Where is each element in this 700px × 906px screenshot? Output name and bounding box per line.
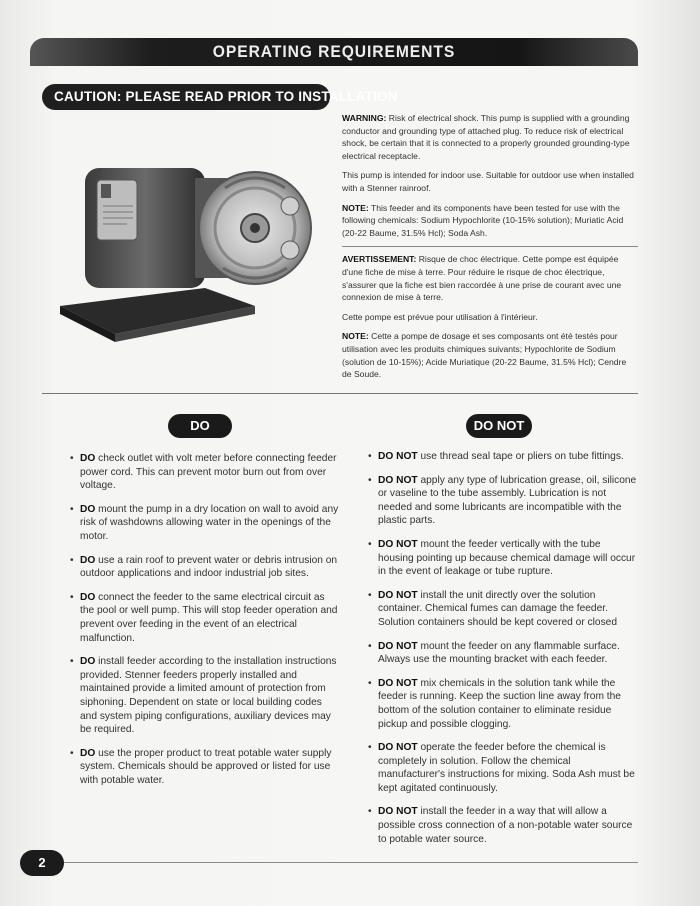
fr-warning-text: Risque de choc électrique. Cette pompe est équipée d'une fiche de mise à terre. Pour réduire le risque de choc électrique, s'assurer que la fiche est bien raccordée à une prise de courant avec une connexion de mise à terre. [342,254,622,303]
fr-note-paragraph [342,330,638,380]
warning-label: WARNING: [342,113,387,123]
donot-item: • DO NOT use thread seal tape or pliers on tube fittings. [368,451,624,462]
do-item: • DO use the proper product to treat potable water supply system. Chemicals should be approved or listed for use with potable water. [70,747,332,786]
do-item: • DO install feeder according to the installation instructions provided. Stenner feeders properly installed and maintained provide a limited amount of protection from siphoning. Dependent on state or local building codes and system piping configurations, auxiliary devices may be required. [70,656,337,736]
fr-note-label: NOTE: [342,331,369,342]
do-item-text: mount the pump in a dry location on wall to avoid any risk of washdowns allowing water in the openings of the motor. [80,503,339,542]
fr-indoor-paragraph: Cette pompe est prévue pour utilisation à l'intérieur. [342,311,538,322]
page-number: 2 [20,850,64,876]
donot-item-lead: DO NOT [378,742,418,754]
warning-text: Risk of electrical shock. This pump is supplied with a grounding conductor and grounding type of attached plug. To reduce risk of electrical shock, be certain that it is connected to a properly grounded grounding-type electrical receptacle. [342,113,630,161]
donot-item-text: mount the feeder on any flammable surface. Always use the mounting bracket with each feeder. [378,640,620,666]
warnings-column [342,112,638,388]
page-title: OPERATING REQUIREMENTS [212,42,456,61]
donot-item-text: mix chemicals in the solution tank while the feeder is running. Keep the suction line away from the bottom of the solution container to eliminate residue pickup and possible clogging. [378,677,621,730]
do-item-lead: DO [80,453,96,464]
do-item-lead: DO [80,591,96,603]
indoor-paragraph: This pump is intended for indoor use. Suitable for outdoor use when installed with a Stenner rainroof. [342,170,634,193]
do-item-text: check outlet with volt meter before connecting feeder power cord. This can prevent motor burn out from over voltage. [80,453,337,492]
donot-item-lead: DO NOT [378,640,418,652]
language-divider [342,246,638,247]
donot-item-text: operate the feeder before the chemical is completely in solution. Follow the chemical manufacturer's instructions for mixing. Soda Ash must be kept agitated continuously. [378,742,635,794]
do-item-text: use the proper product to treat potable water supply system. Chemicals should be approved or listed for use with potable water. [80,747,332,786]
donot-item-lead: DO NOT [378,677,418,689]
donot-item-lead: DO NOT [378,806,418,818]
donot-item: • DO NOT install the feeder in a way that will allow a possible cross connection of a non-potable water source to potable water source. [368,806,633,845]
do-item-lead: DO [80,503,96,515]
donot-item-text: install the feeder in a way that will allow a possible cross connection of a non-potable water source to potable water source. [378,806,633,845]
donot-item-text: mount the feeder vertically with the tube housing pointing up because chemical damage will occur in the event of leakage or tube rupture. [378,538,636,578]
header-bar [30,38,638,66]
do-item-lead: DO [80,554,96,566]
donot-item: • DO NOT install the unit directly over the solution container. Chemical fumes can damage the feeder. Solution containers should be kept covered or closed [368,589,617,628]
donot-heading: DO NOT [466,414,532,438]
do-item-lead: DO [80,747,96,759]
do-item: • DO check outlet with volt meter before connecting feeder power cord. This can prevent motor burn out from over voltage. [70,453,337,492]
do-item-text: use a rain roof to prevent water or debris intrusion on outdoor applications and indoor industrial job sites. [80,554,338,580]
do-item: • DO mount the pump in a dry location on wall to avoid any risk of washdowns allowing water in the openings of the motor. [70,503,339,542]
caution-banner [42,84,398,110]
donot-item-text: install the unit directly over the solution container. Chemical fumes can damage the feeder. Solution containers should be kept covered or closed [378,589,617,628]
donot-item-lead: DO NOT [378,589,418,601]
donot-item-text: use thread seal tape or pliers on tube fittings. [417,451,624,462]
footer-rule [62,862,638,863]
donot-item: • DO NOT operate the feeder before the chemical is completely in solution. Follow the chemical manufacturer's instructions for mixing. Soda Ash must be kept agitated continuously. [368,742,635,794]
donot-item-lead: DO NOT [378,451,418,462]
do-item-lead: DO [80,656,96,668]
donot-item: • DO NOT apply any type of lubrication grease, oil, silicone or vaseline to the tube assembly. Lubrication is not needed and some lubricants are incompatible with the plastic parts. [368,474,637,527]
donot-item-lead: DO NOT [378,474,418,486]
warning-paragraph [342,112,638,162]
note-paragraph [342,202,638,240]
do-item: • DO use a rain roof to prevent water or debris intrusion on outdoor applications and indoor industrial job sites. [70,554,338,580]
donot-item-text: apply any type of lubrication grease, oil, silicone or vaseline to the tube assembly. Lubrication is not needed and some lubricants are incompatible with the plastic parts. [378,474,637,527]
do-list [70,452,340,797]
note-label: NOTE: [342,202,369,213]
donot-item: • DO NOT mix chemicals in the solution tank while the feeder is running. Keep the suction line away from the bottom of the solution container to eliminate residue pickup and possible clogging. [368,677,621,730]
donot-item: • DO NOT mount the feeder vertically with the tube housing pointing up because chemical damage will occur in the event of leakage or tube rupture. [368,538,636,578]
do-heading: DO [168,414,232,438]
fr-note-text: Cette a pompe de dosage et ses composants ont été testés pour utilisation avec les produits chimiques suivants; Hypochlorite de Sodium (solution de 10-15%); Acide Muriatique (20-22 Baume, 31.5% Hcl); Cendre de Soude. [342,331,627,380]
section-divider [42,393,638,394]
do-item: • DO connect the feeder to the same electrical circuit as the pool or well pump. This will stop feeder operation and prevent over feeding in the event of an electrical malfunction. [70,591,338,644]
donot-item-lead: DO NOT [378,538,418,550]
donot-item: • DO NOT mount the feeder on any flammable surface. Always use the mounting bracket with each feeder. [368,640,620,666]
caution-label: CAUTION: PLEASE READ PRIOR TO INSTALLATION [54,89,398,104]
do-item-text: install feeder according to the installation instructions provided. Stenner feeders properly installed and maintained provide a limited amount of protection from siphoning. Dependent on state or local building codes and system piping configurations, auxiliary devices may be required. [80,656,337,736]
do-item-text: connect the feeder to the same electrical circuit as the pool or well pump. This will stop feeder operation and prevent over feeding in the event of an electrical malfunction. [80,591,338,644]
donot-list [368,450,638,856]
note-text: This feeder and its components have been tested for use with the following chemicals: Sodium Hypochlorite (10-15% solution); Muriatic Acid (20-22 Baume, 31.5% Hcl); Soda Ash. [342,202,624,238]
fr-warning-label: AVERTISSEMENT: [342,254,417,265]
pump-illustration [55,128,320,346]
fr-warning-paragraph [342,253,638,303]
